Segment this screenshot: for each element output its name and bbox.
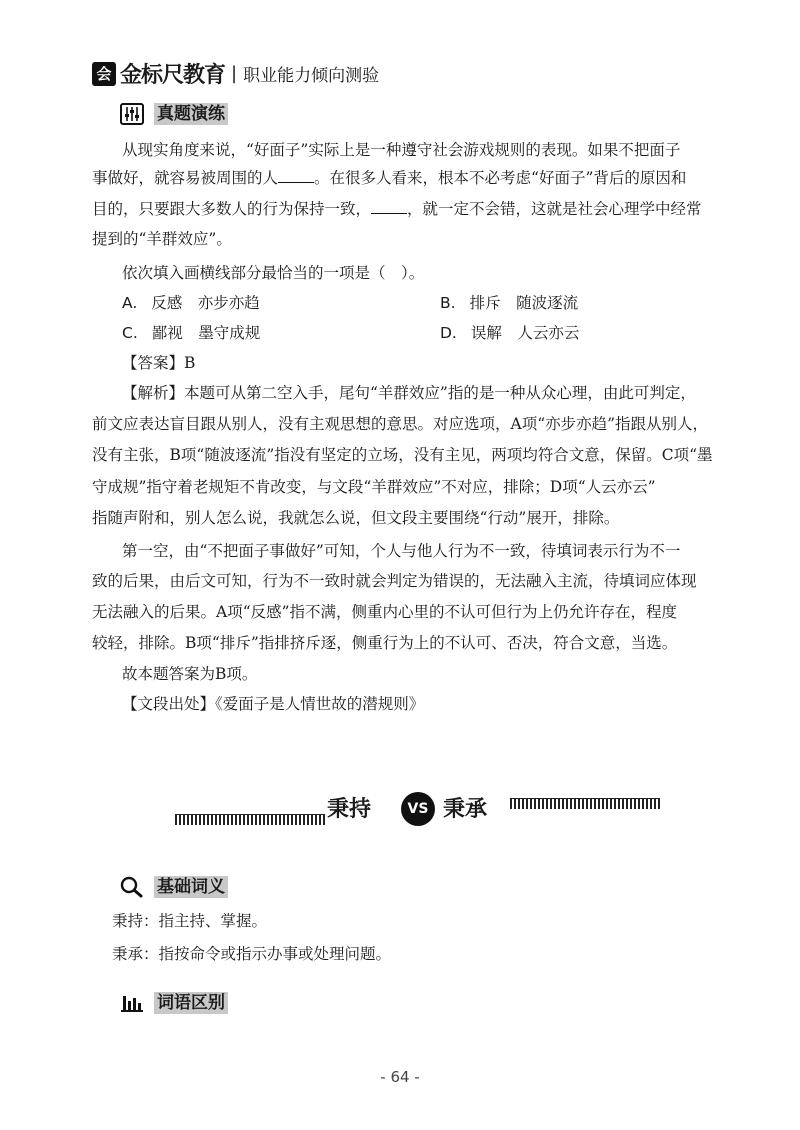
question-text: ，就一定不会错，这就是社会心理学中经常 <box>407 200 702 218</box>
option-letter: C. <box>122 324 138 342</box>
option-d <box>440 322 579 344</box>
question-prompt: 依次填入画横线部分最恰当的一项是（ ）。 <box>122 264 425 282</box>
source-line: 【文段出处】《爱面子是人情世故的潜规则》 <box>122 695 425 713</box>
section-title-basic-meaning <box>120 876 228 898</box>
analysis-line-7: 致的后果，由后文可知，行为不一致时就会判定为错误的，无法融入主流，待填词应体现 <box>92 572 697 590</box>
question-text: 事做好，就容易被周围的人 <box>92 169 279 187</box>
section-title-practice <box>120 103 228 125</box>
analysis-line-5: 指随声附和，别人怎么说，我就怎么说，但文段主要围绕“行动”展开，排除。 <box>92 509 620 527</box>
definition-2: 秉承：指按命令或指示办事或处理问题。 <box>112 945 392 963</box>
option-text: 鄙视 墨守成规 <box>151 324 261 342</box>
option-c <box>122 322 260 344</box>
analysis-line-9: 较轻，排除。B项“排斥”指排挤斥逐，侧重行为上的不认可、否决，符合文意，当选。 <box>92 634 678 652</box>
header-subtitle: 职业能力倾向测验 <box>243 66 380 86</box>
banner-decoration-left <box>175 814 325 825</box>
logo-icon: 会 <box>92 62 116 86</box>
banner-decoration-right <box>510 798 660 809</box>
header-separator: | <box>231 63 238 84</box>
question-line-4: 提到的“羊群效应”。 <box>92 230 232 248</box>
banner-word-1: 秉持 <box>327 796 372 822</box>
section-title-text: 真题演练 <box>154 103 228 125</box>
question-text: 。在很多人看来，根本不必考虑“好面子”背后的原因和 <box>314 169 687 187</box>
analysis-line-3: 没有主张，B项“随波逐流”指没有坚定的立场，没有主见，两项均符合文意，保留。C项“墨 <box>92 446 713 464</box>
brand-name: 金标尺教育 <box>120 63 226 88</box>
section-title-text: 基础词义 <box>154 876 228 898</box>
analysis-line-8: 无法融入的后果。A项“反感”指不满，侧重内心里的不认可但行为上仍允许存在，程度 <box>92 603 678 621</box>
banner-word-2: 秉承 <box>443 796 488 822</box>
answer-blank-1 <box>278 168 314 183</box>
option-text: 排斥 随波逐流 <box>469 294 579 312</box>
option-letter: D. <box>440 324 457 342</box>
analysis-line-6: 第一空，由“不把面子事做好”可知，个人与他人行为不一致，待填词表示行为不一 <box>122 542 681 560</box>
option-letter: A. <box>122 294 138 312</box>
analysis-line-4: 守成规”指守着老规矩不肯改变，与文段“羊群效应”不对应，排除；D项“人云亦云” <box>92 478 656 496</box>
analysis-line-10: 故本题答案为B项。 <box>122 665 258 683</box>
definition-1: 秉持：指主持、掌握。 <box>112 912 268 930</box>
page-number: - 64 - <box>380 1068 420 1086</box>
word-comparison-banner <box>175 786 660 836</box>
option-text: 误解 人云亦云 <box>470 324 580 342</box>
question-line-1: 从现实角度来说，“好面子”实际上是一种遵守社会游戏规则的表现。如果不把面子 <box>122 141 681 159</box>
option-text: 反感 亦步亦趋 <box>151 294 260 312</box>
analysis-line-1: 【解析】本题可从第二空入手，尾句“羊群效应”指的是一种从众心理，由此可判定， <box>122 384 696 402</box>
option-a <box>122 292 260 314</box>
question-line-3 <box>92 198 702 220</box>
question-line-2 <box>92 167 686 189</box>
analysis-line-2: 前文应表达盲目跟从别人，没有主观思想的意思。对应选项，A项“亦步亦趋”指跟从别人， <box>92 415 709 433</box>
question-text: 目的，只要跟大多数人的行为保持一致， <box>92 200 372 218</box>
option-b <box>440 292 578 314</box>
bar-chart-icon <box>120 992 144 1014</box>
option-letter: B. <box>440 294 456 312</box>
answer-line: 【答案】B <box>122 354 196 372</box>
answer-blank-2 <box>371 199 407 214</box>
equalizer-icon <box>120 103 144 125</box>
section-title-word-difference <box>120 992 228 1014</box>
page-header <box>92 58 379 89</box>
search-icon <box>120 876 144 898</box>
vs-badge: VS <box>401 792 435 826</box>
section-title-text: 词语区别 <box>154 992 228 1014</box>
